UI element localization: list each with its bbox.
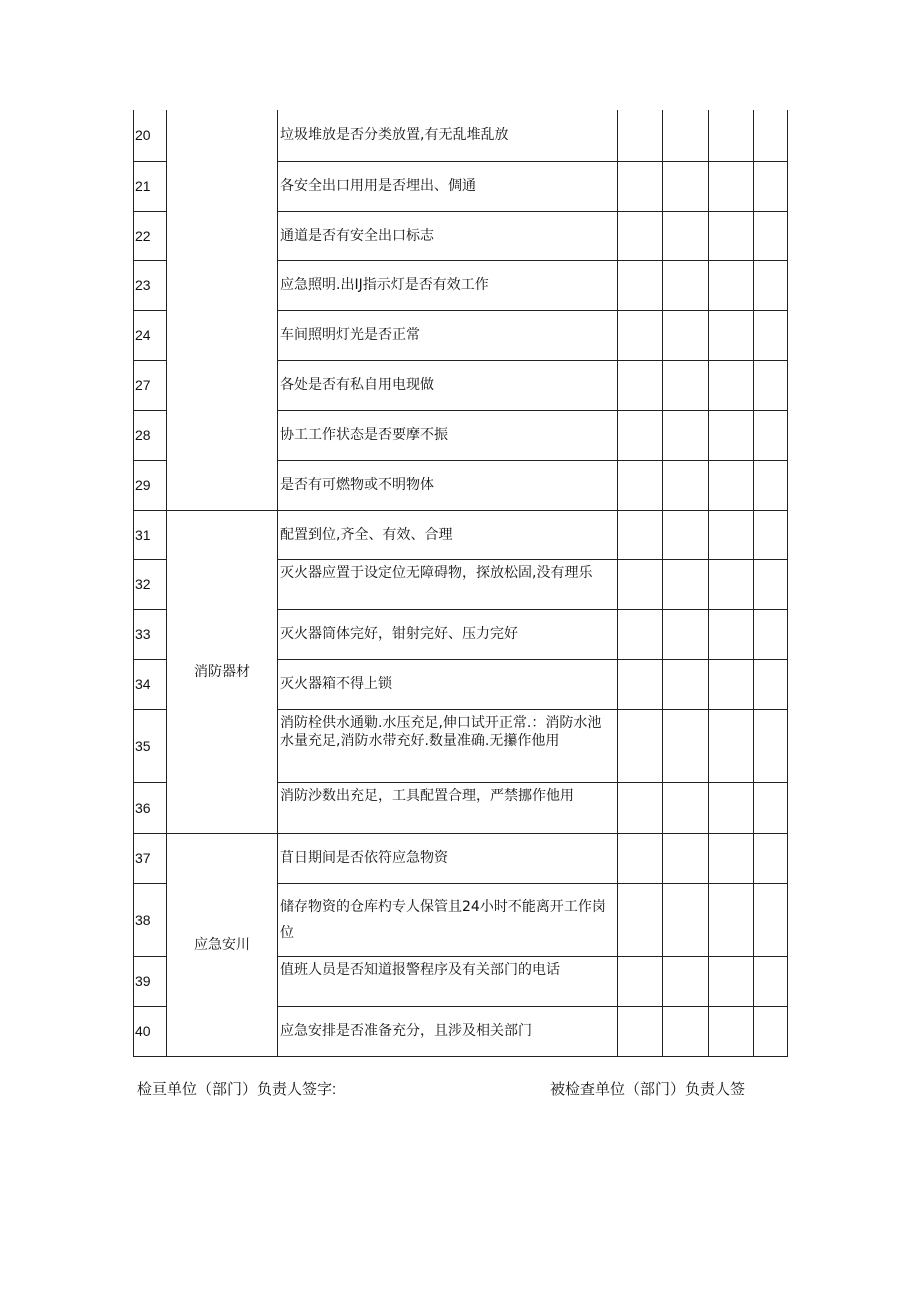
check-cell[interactable] bbox=[709, 709, 754, 782]
check-cell[interactable] bbox=[709, 833, 754, 883]
check-cell[interactable] bbox=[709, 410, 754, 460]
check-item: 灭火器应置于设定位无障碍物，探放松固,没有理乐 bbox=[278, 559, 618, 609]
check-cell[interactable] bbox=[754, 161, 788, 211]
check-item: 灭火器筒体完好，钳射完好、压力完好 bbox=[278, 609, 618, 659]
check-cell[interactable] bbox=[754, 260, 788, 310]
row-number: 34 bbox=[134, 659, 167, 709]
check-item: 垃圾堆放是否分类放置,有无乱堆乱放 bbox=[278, 110, 618, 161]
row-number: 20 bbox=[134, 110, 167, 161]
check-cell[interactable] bbox=[754, 410, 788, 460]
check-cell[interactable] bbox=[663, 883, 709, 956]
row-number: 39 bbox=[134, 956, 167, 1006]
check-cell[interactable] bbox=[709, 110, 754, 161]
row-number: 36 bbox=[134, 782, 167, 833]
check-cell[interactable] bbox=[754, 510, 788, 559]
check-cell[interactable] bbox=[618, 211, 663, 260]
row-number: 32 bbox=[134, 559, 167, 609]
check-cell[interactable] bbox=[618, 460, 663, 510]
check-item: 协工工作状态是否要摩不振 bbox=[278, 410, 618, 460]
check-cell[interactable] bbox=[709, 211, 754, 260]
row-number: 27 bbox=[134, 360, 167, 410]
check-cell[interactable] bbox=[618, 110, 663, 161]
inspector-signature-label: 检亘单位（部门）负责人签字: bbox=[137, 1081, 337, 1098]
check-cell[interactable] bbox=[618, 883, 663, 956]
check-cell[interactable] bbox=[618, 510, 663, 559]
check-cell[interactable] bbox=[663, 161, 709, 211]
table-row bbox=[134, 510, 788, 559]
check-item: 应急安排是否准备充分，且涉及相关部门 bbox=[278, 1006, 618, 1056]
check-cell[interactable] bbox=[618, 833, 663, 883]
check-cell[interactable] bbox=[754, 709, 788, 782]
check-cell[interactable] bbox=[618, 782, 663, 833]
check-cell[interactable] bbox=[618, 956, 663, 1006]
check-item: 各安全出口用用是否埋出、倜通 bbox=[278, 161, 618, 211]
check-cell[interactable] bbox=[709, 310, 754, 360]
check-cell[interactable] bbox=[709, 460, 754, 510]
check-cell[interactable] bbox=[618, 709, 663, 782]
check-cell[interactable] bbox=[663, 709, 709, 782]
check-cell[interactable] bbox=[754, 310, 788, 360]
check-item: 各处是否有私自用电现做 bbox=[278, 360, 618, 410]
table-row bbox=[134, 833, 788, 883]
row-number: 24 bbox=[134, 310, 167, 360]
check-cell[interactable] bbox=[709, 360, 754, 410]
check-item: 储存物资的仓库杓专人保管且24小时不能离开工作岗位 bbox=[278, 883, 618, 956]
check-cell[interactable] bbox=[618, 609, 663, 659]
check-cell[interactable] bbox=[663, 360, 709, 410]
row-number: 37 bbox=[134, 833, 167, 883]
check-cell[interactable] bbox=[709, 883, 754, 956]
check-item: 消防沙数出充足，工具配置合理，严禁挪作他用 bbox=[278, 782, 618, 833]
check-cell[interactable] bbox=[618, 410, 663, 460]
check-item: 配置到位,齐全、有效、合理 bbox=[278, 510, 618, 559]
check-cell[interactable] bbox=[663, 211, 709, 260]
table-row bbox=[134, 110, 788, 161]
row-number: 29 bbox=[134, 460, 167, 510]
check-cell[interactable] bbox=[663, 310, 709, 360]
check-cell[interactable] bbox=[754, 659, 788, 709]
check-item: 消防栓供水通勦.水压充足,伸口试开正常.：消防水池水量充足,消防水带充好.数量准确.无攥作他用 bbox=[278, 709, 618, 782]
row-number: 33 bbox=[134, 609, 167, 659]
check-cell[interactable] bbox=[754, 833, 788, 883]
check-cell[interactable] bbox=[709, 161, 754, 211]
check-cell[interactable] bbox=[754, 883, 788, 956]
check-cell[interactable] bbox=[663, 510, 709, 559]
check-item: 是否有可燃物或不明物体 bbox=[278, 460, 618, 510]
check-cell[interactable] bbox=[709, 510, 754, 559]
check-cell[interactable] bbox=[709, 956, 754, 1006]
check-cell[interactable] bbox=[663, 1006, 709, 1056]
check-item: 车间照明灯光是否正常 bbox=[278, 310, 618, 360]
row-number: 23 bbox=[134, 260, 167, 310]
check-cell[interactable] bbox=[754, 110, 788, 161]
check-cell[interactable] bbox=[754, 609, 788, 659]
check-cell[interactable] bbox=[754, 1006, 788, 1056]
check-cell[interactable] bbox=[709, 659, 754, 709]
check-cell[interactable] bbox=[754, 460, 788, 510]
row-number: 40 bbox=[134, 1006, 167, 1056]
category-emergency: 应急安川 bbox=[167, 833, 278, 1056]
inspection-table-wrapper bbox=[133, 110, 787, 1057]
check-item: 灭火器箱不得上锁 bbox=[278, 659, 618, 709]
row-number: 22 bbox=[134, 211, 167, 260]
check-cell[interactable] bbox=[618, 360, 663, 410]
check-cell[interactable] bbox=[663, 833, 709, 883]
check-item: 通道是否有安全出口标志 bbox=[278, 211, 618, 260]
check-cell[interactable] bbox=[663, 782, 709, 833]
check-cell[interactable] bbox=[618, 310, 663, 360]
category-fire-equipment: 消防器材 bbox=[167, 510, 278, 833]
check-cell[interactable] bbox=[709, 260, 754, 310]
check-cell[interactable] bbox=[754, 782, 788, 833]
check-cell[interactable] bbox=[618, 1006, 663, 1056]
row-number: 28 bbox=[134, 410, 167, 460]
check-cell[interactable] bbox=[663, 410, 709, 460]
check-item: 应急照明.出IJ指示灯是否有效工作 bbox=[278, 260, 618, 310]
row-number: 21 bbox=[134, 161, 167, 211]
check-cell[interactable] bbox=[754, 360, 788, 410]
check-cell[interactable] bbox=[618, 260, 663, 310]
check-cell[interactable] bbox=[618, 659, 663, 709]
check-cell[interactable] bbox=[754, 559, 788, 609]
inspection-table bbox=[133, 110, 788, 1057]
check-cell[interactable] bbox=[663, 609, 709, 659]
check-cell[interactable] bbox=[663, 110, 709, 161]
check-cell[interactable] bbox=[709, 609, 754, 659]
row-number: 31 bbox=[134, 510, 167, 559]
category-cell-empty bbox=[167, 110, 278, 510]
check-cell[interactable] bbox=[754, 956, 788, 1006]
check-cell[interactable] bbox=[709, 559, 754, 609]
check-item: 值班人员是否知道报警程序及有关部门的电话 bbox=[278, 956, 618, 1006]
check-item: 苜日期间是否依符应急物资 bbox=[278, 833, 618, 883]
check-cell[interactable] bbox=[618, 559, 663, 609]
check-cell[interactable] bbox=[663, 260, 709, 310]
check-cell[interactable] bbox=[709, 782, 754, 833]
check-cell[interactable] bbox=[663, 559, 709, 609]
check-cell[interactable] bbox=[663, 460, 709, 510]
check-cell[interactable] bbox=[663, 956, 709, 1006]
check-cell[interactable] bbox=[754, 211, 788, 260]
inspected-signature-label: 被检查单位（部门）负责人签 bbox=[550, 1081, 746, 1098]
check-cell[interactable] bbox=[663, 659, 709, 709]
check-cell[interactable] bbox=[709, 1006, 754, 1056]
check-cell[interactable] bbox=[618, 161, 663, 211]
row-number: 38 bbox=[134, 883, 167, 956]
row-number: 35 bbox=[134, 709, 167, 782]
